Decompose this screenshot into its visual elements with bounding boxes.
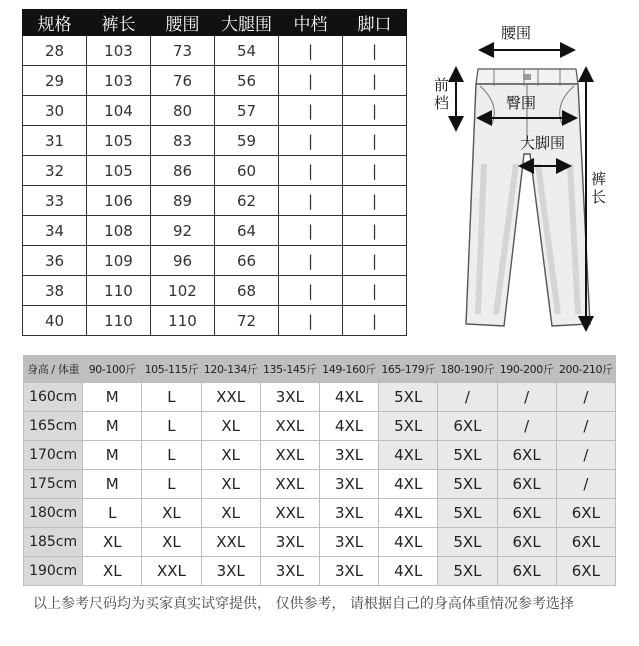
- pants-diagram: [420, 14, 639, 340]
- size-cell: 32: [23, 156, 87, 186]
- size-recommendation-cell: L: [142, 383, 201, 412]
- size-recommendation-cell: XL: [142, 499, 201, 528]
- size-recommendation-cell: M: [83, 441, 142, 470]
- size-cell: 66: [215, 246, 279, 276]
- size-recommendation-cell: 6XL: [497, 557, 556, 586]
- size-row: [23, 36, 407, 66]
- size-cell: 34: [23, 216, 87, 246]
- weight-column-header: 90-100斤: [83, 356, 142, 383]
- size-cell: 108: [87, 216, 151, 246]
- header-size: 规格: [23, 10, 87, 36]
- header-rise: 中档: [279, 10, 343, 36]
- height-label: 170cm: [24, 441, 83, 470]
- size-cell: 104: [87, 96, 151, 126]
- size-cell: 103: [87, 66, 151, 96]
- size-recommendation-cell: 3XL: [260, 528, 319, 557]
- size-row: [23, 216, 407, 246]
- size-recommendation-cell: /: [556, 412, 615, 441]
- size-recommendation-cell: XL: [83, 557, 142, 586]
- weight-header-row: [24, 356, 616, 383]
- size-cell: |: [343, 156, 407, 186]
- size-cell: |: [279, 306, 343, 336]
- size-cell: 109: [87, 246, 151, 276]
- size-row: [23, 246, 407, 276]
- size-recommendation-cell: /: [497, 383, 556, 412]
- height-label: 160cm: [24, 383, 83, 412]
- size-recommendation-cell: XL: [83, 528, 142, 557]
- size-cell: 110: [151, 306, 215, 336]
- size-cell: 105: [87, 156, 151, 186]
- size-recommendation-cell: 6XL: [438, 412, 497, 441]
- size-cell: 62: [215, 186, 279, 216]
- size-cell: 73: [151, 36, 215, 66]
- size-cell: |: [343, 186, 407, 216]
- size-recommendation-cell: XXL: [260, 441, 319, 470]
- size-cell: |: [343, 66, 407, 96]
- size-recommendation-cell: 6XL: [556, 528, 615, 557]
- size-recommendation-cell: 5XL: [438, 557, 497, 586]
- weight-column-header: 190-200斤: [497, 356, 556, 383]
- size-cell: 96: [151, 246, 215, 276]
- size-cell: |: [279, 246, 343, 276]
- size-cell: |: [279, 156, 343, 186]
- size-cell: 110: [87, 276, 151, 306]
- size-recommendation-cell: XL: [201, 412, 260, 441]
- size-table-header: [23, 10, 407, 36]
- size-recommendation-cell: M: [83, 412, 142, 441]
- size-cell: |: [279, 216, 343, 246]
- size-cell: |: [279, 126, 343, 156]
- size-cell: 30: [23, 96, 87, 126]
- size-recommendation-cell: 3XL: [319, 557, 378, 586]
- size-cell: 40: [23, 306, 87, 336]
- size-recommendation-cell: 3XL: [201, 557, 260, 586]
- size-row: [23, 186, 407, 216]
- header-hem: 脚口: [343, 10, 407, 36]
- size-recommendation-cell: /: [556, 441, 615, 470]
- size-cell: 56: [215, 66, 279, 96]
- rise-label: 前 档: [434, 76, 450, 112]
- size-recommendation-cell: 6XL: [556, 499, 615, 528]
- size-recommendation-cell: 5XL: [379, 383, 438, 412]
- size-row: [23, 126, 407, 156]
- thigh-label: 大脚围: [520, 134, 566, 152]
- size-cell: 103: [87, 36, 151, 66]
- size-cell: |: [279, 66, 343, 96]
- size-cell: |: [279, 276, 343, 306]
- size-cell: 31: [23, 126, 87, 156]
- size-row: [23, 306, 407, 336]
- size-cell: |: [343, 276, 407, 306]
- size-cell: 54: [215, 36, 279, 66]
- size-cell: 89: [151, 186, 215, 216]
- height-row: [24, 383, 616, 412]
- size-recommendation-cell: XL: [201, 470, 260, 499]
- weight-column-header: 149-160斤: [319, 356, 378, 383]
- weight-column-header: 105-115斤: [142, 356, 201, 383]
- size-cell: 76: [151, 66, 215, 96]
- size-recommendation-cell: 6XL: [497, 470, 556, 499]
- size-cell: 36: [23, 246, 87, 276]
- size-recommendation-cell: 4XL: [379, 499, 438, 528]
- length-label: 裤 长: [591, 170, 607, 206]
- header-waist: 腰围: [151, 10, 215, 36]
- size-row: [23, 276, 407, 306]
- size-recommendation-cell: /: [497, 412, 556, 441]
- size-cell: 29: [23, 66, 87, 96]
- size-recommendation-cell: XXL: [260, 499, 319, 528]
- size-recommendation-cell: 5XL: [438, 470, 497, 499]
- size-cell: |: [343, 96, 407, 126]
- size-recommendation-cell: M: [83, 470, 142, 499]
- size-cell: 68: [215, 276, 279, 306]
- size-recommendation-cell: XL: [142, 528, 201, 557]
- weight-column-header: 135-145斤: [260, 356, 319, 383]
- header-thigh: 大腿围: [215, 10, 279, 36]
- size-recommendation-cell: XXL: [142, 557, 201, 586]
- size-recommendation-cell: /: [556, 470, 615, 499]
- height-row: [24, 412, 616, 441]
- height-row: [24, 557, 616, 586]
- size-recommendation-cell: 6XL: [497, 528, 556, 557]
- size-row: [23, 156, 407, 186]
- corner-cell: 身高 / 体重: [24, 356, 83, 383]
- size-row: [23, 66, 407, 96]
- size-cell: 105: [87, 126, 151, 156]
- height-weight-table: [23, 355, 616, 586]
- size-recommendation-cell: 4XL: [379, 528, 438, 557]
- size-recommendation-cell: /: [556, 383, 615, 412]
- footnote: 以上参考尺码均为买家真实试穿提供， 仅供参考， 请根据自己的身高体重情况参考选择: [33, 596, 574, 612]
- height-label: 180cm: [24, 499, 83, 528]
- size-recommendation-cell: /: [438, 383, 497, 412]
- size-recommendation-cell: L: [142, 412, 201, 441]
- size-cell: 60: [215, 156, 279, 186]
- height-row: [24, 470, 616, 499]
- size-cell: |: [343, 126, 407, 156]
- size-cell: 72: [215, 306, 279, 336]
- size-recommendation-cell: 3XL: [260, 557, 319, 586]
- size-cell: 38: [23, 276, 87, 306]
- size-cell: 106: [87, 186, 151, 216]
- size-cell: 59: [215, 126, 279, 156]
- height-label: 165cm: [24, 412, 83, 441]
- weight-column-header: 180-190斤: [438, 356, 497, 383]
- height-label: 190cm: [24, 557, 83, 586]
- size-recommendation-cell: M: [83, 383, 142, 412]
- size-recommendation-cell: 3XL: [260, 383, 319, 412]
- size-recommendation-cell: 6XL: [497, 499, 556, 528]
- size-recommendation-cell: 5XL: [438, 528, 497, 557]
- size-recommendation-cell: 3XL: [319, 499, 378, 528]
- size-cell: 64: [215, 216, 279, 246]
- size-recommendation-cell: L: [142, 441, 201, 470]
- size-recommendation-cell: 4XL: [319, 383, 378, 412]
- height-row: [24, 441, 616, 470]
- height-row: [24, 499, 616, 528]
- size-cell: |: [279, 96, 343, 126]
- size-recommendation-cell: 5XL: [438, 441, 497, 470]
- size-cell: 86: [151, 156, 215, 186]
- size-cell: 110: [87, 306, 151, 336]
- size-recommendation-cell: 4XL: [319, 412, 378, 441]
- size-cell: |: [343, 216, 407, 246]
- size-cell: |: [343, 306, 407, 336]
- header-length: 裤长: [87, 10, 151, 36]
- size-recommendation-cell: L: [142, 470, 201, 499]
- size-recommendation-cell: 4XL: [379, 441, 438, 470]
- size-cell: 102: [151, 276, 215, 306]
- size-cell: 57: [215, 96, 279, 126]
- waist-label: 腰围: [501, 24, 532, 42]
- weight-column-header: 200-210斤: [556, 356, 615, 383]
- size-cell: 80: [151, 96, 215, 126]
- size-recommendation-cell: 5XL: [379, 412, 438, 441]
- size-recommendation-cell: XXL: [201, 383, 260, 412]
- size-recommendation-cell: 3XL: [319, 441, 378, 470]
- size-cell: |: [279, 36, 343, 66]
- size-cell: |: [343, 36, 407, 66]
- size-row: [23, 96, 407, 126]
- size-recommendation-cell: XL: [201, 499, 260, 528]
- height-label: 175cm: [24, 470, 83, 499]
- size-cell: 33: [23, 186, 87, 216]
- size-recommendation-cell: 4XL: [379, 557, 438, 586]
- height-label: 185cm: [24, 528, 83, 557]
- size-cell: 28: [23, 36, 87, 66]
- size-cell: 92: [151, 216, 215, 246]
- size-recommendation-cell: 6XL: [556, 557, 615, 586]
- size-recommendation-cell: 3XL: [319, 470, 378, 499]
- size-recommendation-cell: L: [83, 499, 142, 528]
- size-recommendation-cell: XXL: [201, 528, 260, 557]
- size-spec-table: [22, 9, 407, 336]
- size-cell: 83: [151, 126, 215, 156]
- size-cell: |: [343, 246, 407, 276]
- size-cell: |: [279, 186, 343, 216]
- size-recommendation-cell: 4XL: [379, 470, 438, 499]
- size-recommendation-cell: XXL: [260, 470, 319, 499]
- weight-column-header: 165-179斤: [379, 356, 438, 383]
- hip-label: 臀围: [506, 94, 537, 112]
- size-recommendation-cell: 6XL: [497, 441, 556, 470]
- size-recommendation-cell: 5XL: [438, 499, 497, 528]
- size-recommendation-cell: XL: [201, 441, 260, 470]
- height-row: [24, 528, 616, 557]
- weight-column-header: 120-134斤: [201, 356, 260, 383]
- size-recommendation-cell: XXL: [260, 412, 319, 441]
- size-recommendation-cell: 3XL: [319, 528, 378, 557]
